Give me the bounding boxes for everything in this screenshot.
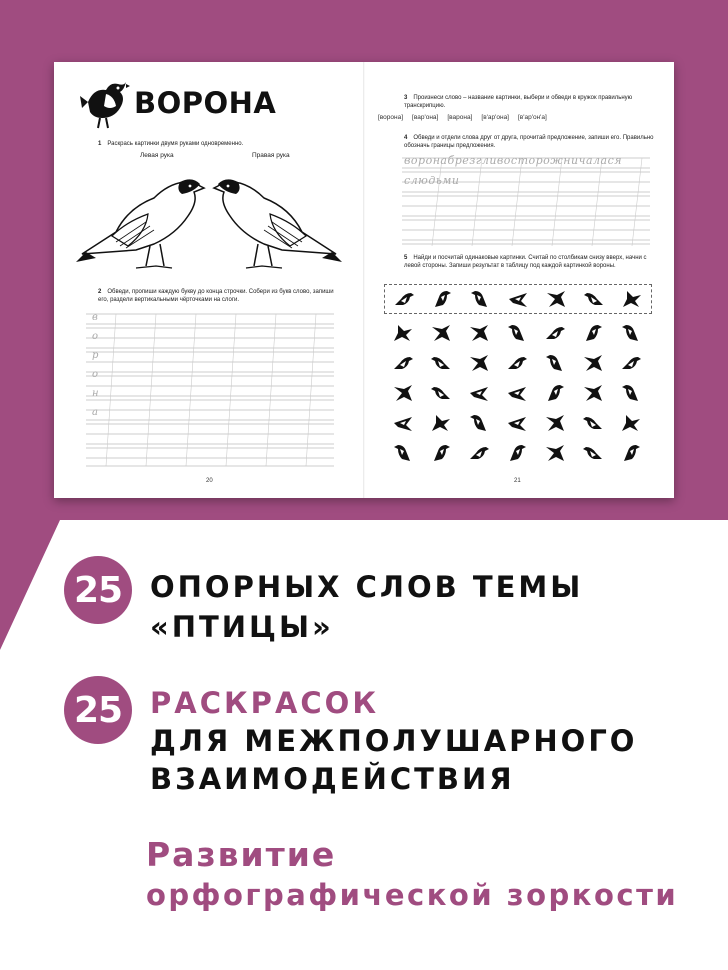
crow-picture-icon <box>384 348 422 378</box>
task-3 <box>404 94 654 110</box>
crow-picture-icon <box>460 318 498 348</box>
crow-picture-icon <box>422 378 460 408</box>
page-title: ВОРОНА <box>134 86 277 120</box>
feature-heading-line1: ОПОРНЫХ СЛОВ ТЕМЫ <box>150 570 584 604</box>
crow-picture-icon <box>384 438 422 468</box>
task-5 <box>404 254 654 270</box>
handwriting-lines <box>86 308 334 468</box>
crow-picture-grid <box>384 318 650 468</box>
crow-picture-icon <box>498 318 536 348</box>
crow-picture-icon <box>536 318 574 348</box>
task-2 <box>98 288 334 304</box>
task-number: 5 <box>404 255 408 261</box>
crow-picture-icon <box>384 408 422 438</box>
task-text: Найди и посчитай одинаковые картинки. Считай по столбикам снизу вверх, начни с левой стороны. Запиши результат в таблицу под каждой картинкой вороны. <box>404 255 647 269</box>
page-number: 21 <box>514 478 521 484</box>
crow-picture-icon <box>536 348 574 378</box>
task-text: Раскрась картинки двумя руками одновременно. <box>107 141 244 147</box>
crow-picture-icon <box>612 318 650 348</box>
transcription-option[interactable]: [вар'она] <box>412 114 439 121</box>
letter: в <box>92 312 98 323</box>
crow-reference-icon <box>468 288 492 310</box>
crow-reference-icon <box>544 288 568 310</box>
crow-picture-icon <box>460 378 498 408</box>
tracing-letters <box>92 310 99 421</box>
crow-picture-icon <box>574 438 612 468</box>
crow-reference-icon <box>392 288 416 310</box>
crow-picture-icon <box>498 438 536 468</box>
task-text: Обведи, пропиши каждую букву до конца строчки. Собери из букв слово, запиши его, раздели вертикальными чёрточками на слоги. <box>98 289 334 303</box>
crow-reference-icon <box>582 288 606 310</box>
crow-picture-icon <box>498 408 536 438</box>
task-number: 4 <box>404 135 408 141</box>
crow-picture-icon <box>460 348 498 378</box>
letter: о <box>92 369 99 380</box>
crow-reference-icon <box>506 288 530 310</box>
crow-picture-icon <box>536 378 574 408</box>
left-hand-label: Левая рука <box>140 152 174 159</box>
crow-logo-icon <box>80 76 130 130</box>
task-number: 2 <box>98 289 102 295</box>
task-number: 3 <box>404 95 408 101</box>
crow-picture-icon <box>422 438 460 468</box>
transcription-option[interactable]: [в'ар'он'а] <box>518 114 547 121</box>
crow-picture-icon <box>612 408 650 438</box>
crow-picture-icon <box>612 378 650 408</box>
crow-picture-icon <box>384 318 422 348</box>
feature-heading-line2: ДЛЯ МЕЖПОЛУШАРНОГО <box>150 724 638 758</box>
crow-picture-icon <box>536 408 574 438</box>
task-text: Произнеси слово – название картинки, выбери и обведи в кружок правильную транскрипцию. <box>404 95 633 109</box>
letter: а <box>92 407 98 418</box>
crow-reference-icon <box>620 288 644 310</box>
tagline-line2: орфографической зоркости <box>146 878 679 912</box>
crow-picture-icon <box>536 438 574 468</box>
cursive-sentence-line2: слюдьми <box>404 174 460 187</box>
crow-picture-icon <box>422 408 460 438</box>
letter: р <box>92 350 99 361</box>
page-number: 20 <box>206 478 213 484</box>
transcription-option[interactable]: [в'ар'она] <box>481 114 509 121</box>
crow-reference-icon <box>430 288 454 310</box>
task-number: 1 <box>98 141 102 147</box>
left-page <box>54 62 364 498</box>
crow-picture-icon <box>460 438 498 468</box>
transcription-options <box>378 114 547 121</box>
letter: о <box>92 331 99 342</box>
task-4 <box>404 134 654 150</box>
writing-lines <box>402 154 650 250</box>
crow-picture-icon <box>422 318 460 348</box>
feature-count-badge: 25 <box>64 676 132 744</box>
workbook-spread <box>54 62 674 498</box>
right-hand-label: Правая рука <box>252 152 290 159</box>
transcription-option[interactable]: [варона] <box>447 114 473 121</box>
feature-heading-line2: «ПТИЦЫ» <box>150 610 334 644</box>
crow-picture-icon <box>574 408 612 438</box>
crow-picture-icon <box>498 378 536 408</box>
transcription-option[interactable]: [ворона] <box>378 114 404 121</box>
task-text: Обведи и отдели слова друг от друга, прочитай предложение, запиши его. Правильно обозначь границы предложения. <box>404 135 654 149</box>
crow-picture-icon <box>574 318 612 348</box>
tagline-line1: Развитие <box>146 835 337 874</box>
crow-picture-icon <box>384 378 422 408</box>
crow-picture-icon <box>612 438 650 468</box>
letter: н <box>92 388 99 399</box>
crow-picture-icon <box>612 348 650 378</box>
crow-coloring-left <box>76 162 206 274</box>
crow-picture-icon <box>460 408 498 438</box>
reference-crow-strip <box>384 284 652 314</box>
right-page <box>364 62 674 498</box>
crow-picture-icon <box>422 348 460 378</box>
cursive-sentence-line1: воронабрезгливосторожничалася <box>404 154 623 167</box>
crow-coloring-right <box>212 162 342 274</box>
feature-heading-line1: РАСКРАСОК <box>150 686 380 720</box>
feature-count-badge: 25 <box>64 556 132 624</box>
task-1 <box>98 140 328 148</box>
crow-picture-icon <box>574 378 612 408</box>
crow-picture-icon <box>574 348 612 378</box>
crow-picture-icon <box>498 348 536 378</box>
feature-heading-line3: ВЗАИМОДЕЙСТВИЯ <box>150 762 515 796</box>
